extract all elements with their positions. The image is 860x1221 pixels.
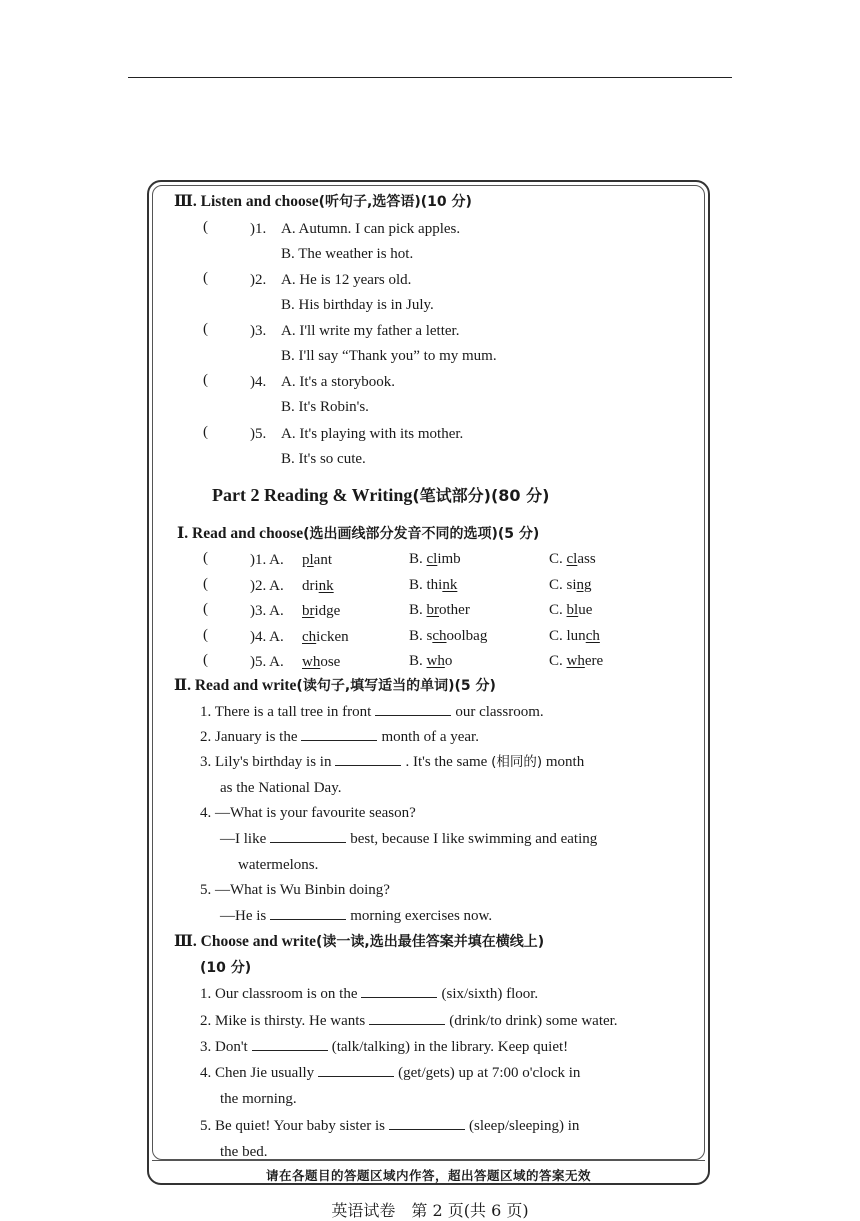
option-a: bridge xyxy=(302,603,341,619)
answer-blank[interactable] xyxy=(335,753,401,766)
answer-blank[interactable] xyxy=(318,1064,394,1077)
read-write-q5-answer: —He is morning exercises now. xyxy=(220,908,493,924)
option-c: C. where xyxy=(549,653,604,669)
item-number: )2. A. xyxy=(250,578,284,594)
read-write-q1: 1. There is a tall tree in front our classroom. xyxy=(200,704,544,720)
option-b: B. climb xyxy=(409,551,461,567)
option-c: C. lunch xyxy=(549,628,600,644)
answer-paren[interactable]: ( xyxy=(203,627,208,643)
choose-write-q5-cont: the bed. xyxy=(220,1144,268,1160)
option-b: B. think xyxy=(409,577,458,593)
option-c: C. blue xyxy=(549,602,593,618)
answer-blank[interactable] xyxy=(375,703,451,716)
answer-blank[interactable] xyxy=(252,1038,328,1051)
option-a: plant xyxy=(302,552,332,568)
choose-write-q1: 1. Our classroom is on the (six/sixth) floor. xyxy=(200,986,539,1002)
option-b: B. I'll say “Thank you” to my mum. xyxy=(281,348,497,364)
option-a: A. It's playing with its mother. xyxy=(281,426,464,442)
answer-paren[interactable]: ( xyxy=(203,652,208,668)
option-b: B. His birthday is in July. xyxy=(281,297,434,313)
answer-paren[interactable]: ( xyxy=(203,576,208,592)
answer-area-notice: 请在各题目的答题区域内作答，超出答题区域的答案无效 xyxy=(265,1168,591,1183)
option-a: A. It's a storybook. xyxy=(281,374,395,390)
read-write-q3: 3. Lily's birthday is in . It's the same (相同的) month xyxy=(200,754,585,770)
option-b: B. It's so cute. xyxy=(281,451,366,467)
section-heading-read-write: Ⅱ. Read and write(读句子,填写适当的单词)(5 分) xyxy=(174,677,496,694)
option-a: A. I'll write my father a letter. xyxy=(281,323,460,339)
answer-paren[interactable]: ( xyxy=(203,321,208,337)
item-number: )5. A. xyxy=(250,654,284,670)
item-number: )2. xyxy=(250,272,267,288)
answer-paren[interactable]: ( xyxy=(203,219,208,235)
section-score-choose-write: (10 分) xyxy=(200,960,252,976)
read-write-q4-answer: —I like best, because I like swimming and eating xyxy=(220,831,598,847)
answer-paren[interactable]: ( xyxy=(203,372,208,388)
option-b: B. brother xyxy=(409,602,470,618)
top-rule xyxy=(128,77,732,78)
option-a: drink xyxy=(302,578,334,594)
item-number: )3. xyxy=(250,323,267,339)
answer-blank[interactable] xyxy=(270,907,346,920)
option-b: B. who xyxy=(409,653,453,669)
item-number: )5. xyxy=(250,426,267,442)
choose-write-q4: 4. Chen Jie usually (get/gets) up at 7:00 o'clock in xyxy=(200,1065,581,1081)
answer-blank[interactable] xyxy=(270,830,346,843)
choose-write-q4-cont: the morning. xyxy=(220,1091,297,1107)
item-number: )4. xyxy=(250,374,267,390)
answer-paren[interactable]: ( xyxy=(203,550,208,566)
read-write-q4-cont: watermelons. xyxy=(238,857,319,873)
item-number: )1. A. xyxy=(250,552,284,568)
part2-title: Part 2 Reading & Writing(笔试部分)(80 分) xyxy=(212,485,550,505)
answer-paren[interactable]: ( xyxy=(203,424,208,440)
option-a: A. He is 12 years old. xyxy=(281,272,412,288)
section-heading-read-choose: Ⅰ. Read and choose(选出画线部分发音不同的选项)(5 分) xyxy=(177,525,540,542)
option-a: A. Autumn. I can pick apples. xyxy=(281,221,461,237)
item-number: )4. A. xyxy=(250,629,284,645)
choose-write-q3: 3. Don't (talk/talking) in the library. Keep quiet! xyxy=(200,1039,569,1055)
answer-blank[interactable] xyxy=(301,728,377,741)
section-heading-choose-write: Ⅲ. Choose and write(读一读,选出最佳答案并填在横线上) xyxy=(174,933,545,950)
answer-paren[interactable]: ( xyxy=(203,270,208,286)
page-number-label: 英语试卷 第 2 页(共 6 页) xyxy=(331,1201,529,1220)
option-b: B. The weather is hot. xyxy=(281,246,414,262)
option-c: C. class xyxy=(549,551,596,567)
footer-divider xyxy=(152,1160,705,1161)
option-b: B. schoolbag xyxy=(409,628,488,644)
answer-paren[interactable]: ( xyxy=(203,601,208,617)
read-write-q4: 4. —What is your favourite season? xyxy=(200,805,416,821)
read-write-q5: 5. —What is Wu Binbin doing? xyxy=(200,882,390,898)
answer-blank[interactable] xyxy=(361,985,437,998)
section-heading-listen-choose: Ⅲ. Listen and choose(听句子,选答语)(10 分) xyxy=(174,193,472,210)
option-b: B. It's Robin's. xyxy=(281,399,369,415)
option-a: chicken xyxy=(302,629,349,645)
read-write-q2: 2. January is the month of a year. xyxy=(200,729,479,745)
choose-write-q5: 5. Be quiet! Your baby sister is (sleep/sleeping) in xyxy=(200,1118,580,1134)
item-number: )1. xyxy=(250,221,267,237)
item-number: )3. A. xyxy=(250,603,284,619)
choose-write-q2: 2. Mike is thirsty. He wants (drink/to drink) some water. xyxy=(200,1013,618,1029)
option-c: C. sing xyxy=(549,577,592,593)
read-write-q3-cont: as the National Day. xyxy=(220,780,342,796)
answer-blank[interactable] xyxy=(369,1012,445,1025)
option-a: whose xyxy=(302,654,341,670)
answer-blank[interactable] xyxy=(389,1117,465,1130)
